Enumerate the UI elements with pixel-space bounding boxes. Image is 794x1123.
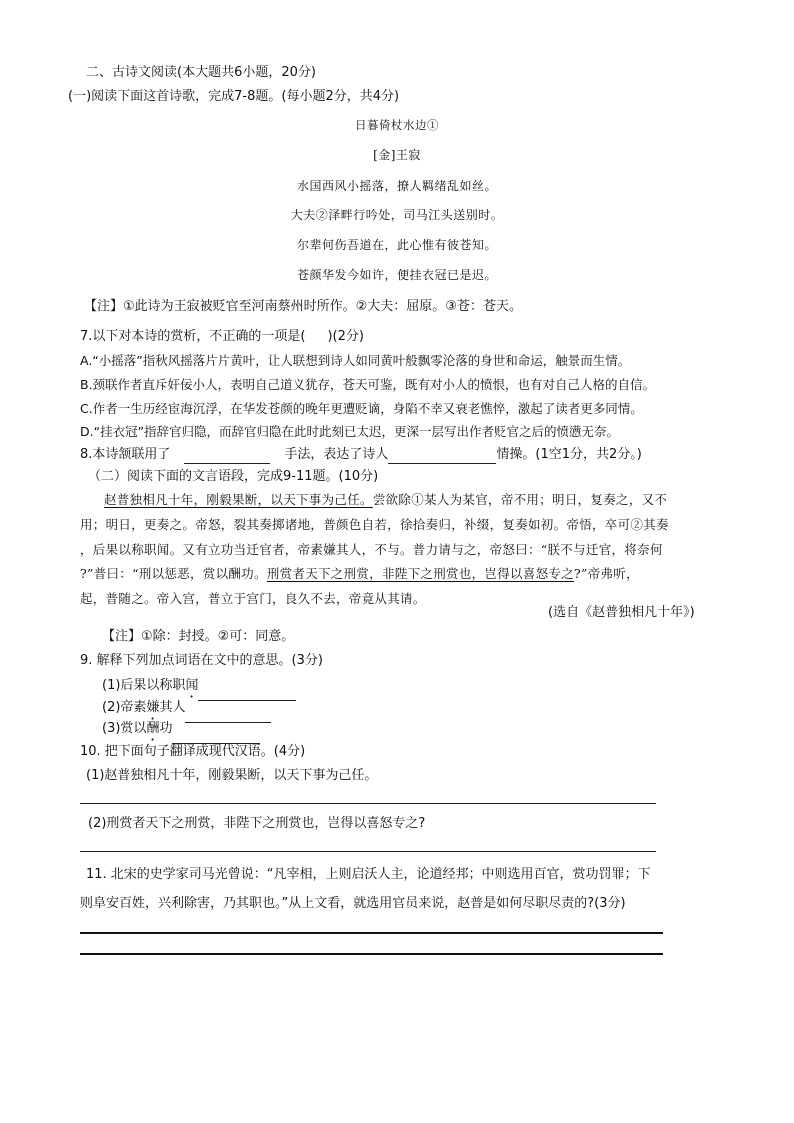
q8-text-3: 情操。(1空1分，共2分。) xyxy=(496,447,642,462)
q10-stem: 10. 把下面句子翻译成现代汉语。(4分) xyxy=(80,744,306,759)
q7-option-d: D.“挂衣冠”指辞官归隐，而辞官归隐在此时此刻已太迟，更深一层写出作者贬官之后的愤懑无奈。 xyxy=(80,424,620,439)
q9-item-2-post: 其人 xyxy=(159,700,186,715)
passage-line-4-before: ?”普曰：“刑以惩恶，赏以酬功。 xyxy=(80,566,267,581)
passage-line-1 xyxy=(104,491,667,509)
q11-line-2: 则阜安百姓，兴利除害，乃其职也。”从上文看，就选用官员来说，赵普是如何尽职尽责的?(3分) xyxy=(80,896,626,911)
section-heading: 二、古诗文阅读(本大题共6小题，20分) xyxy=(86,65,316,80)
q9-item-2-pre: 帝素 xyxy=(120,700,147,715)
poem-title: 日暮倚杖水边① xyxy=(355,118,439,132)
passage-line-4-after: ?”帝弗听， xyxy=(574,566,639,581)
q11-line-1: 11. 北宋的史学家司马光曾说：“凡宰相，上则启沃人主，论道经邦；中则选用百官，赏功罚罪；下 xyxy=(86,867,651,882)
passage-line-5: 起，普随之。帝入宫，普立于宫门，良久不去，帝竟从其请。 xyxy=(80,591,426,606)
q9-item-3-pre: 赏以 xyxy=(120,721,147,736)
q9-item-1-num: (1) xyxy=(102,678,121,693)
q11-answer-line-2[interactable] xyxy=(80,953,663,955)
q9-item-1 xyxy=(102,677,296,701)
poem-line-1: 水国西风小摇落，撩人羁绪乱如丝。 xyxy=(296,179,497,193)
q7-stem-before: 7.以下对本诗的赏析，不正确的一项是( xyxy=(80,329,306,344)
q11-answer-line-1[interactable] xyxy=(80,932,663,934)
part1-instruction: (一)阅读下面这首诗歌，完成7-8题。(每小题2分，共4分) xyxy=(68,89,400,104)
q9-item-2-num: (2) xyxy=(102,700,121,715)
q8-text-2: 手法，表达了诗人 xyxy=(284,447,389,462)
passage-note: 【注】①除：封授。②可：同意。 xyxy=(102,629,295,644)
passage-line-2: 用；明日，更奏之。帝怒，裂其奏掷诸地，普颜色自若，徐拾奏归，补缀，复奏如初。帝悟，卒可②其奏 xyxy=(80,517,669,532)
q8-blank-1[interactable] xyxy=(184,449,270,464)
q10-answer-line-1[interactable] xyxy=(80,803,656,804)
passage-source: (选自《赵普独相凡十年》) xyxy=(548,605,695,620)
q7-option-a: A.“小摇落”指秋风摇落片片黄叶，让人联想到诗人如同黄叶般飘零沦落的身世和命运，触景而生情。 xyxy=(80,353,631,368)
poem-line-3: 尔辈何伤吾道在，此心惟有彼苍知。 xyxy=(296,238,497,252)
q9-item-1-pre: 后果以称职 xyxy=(120,678,186,693)
q9-item-2-dotted-word: 嫌 xyxy=(146,700,160,715)
q9-stem: 9. 解释下列加点词语在文中的意思。(3分) xyxy=(80,653,323,668)
q7-stem xyxy=(80,328,364,346)
passage-line-4 xyxy=(80,565,639,583)
q8-blank-2[interactable] xyxy=(388,449,496,464)
poem-author: [金]王寂 xyxy=(373,148,421,162)
passage-line-3: ，后果以称职闻。又有立功当迁官者，帝素嫌其人，不与。普力请与之，帝怒曰：“朕不与迁官，将奈何 xyxy=(80,542,663,557)
q7-stem-after: )(2分) xyxy=(327,329,364,344)
q8-text-1: 8.本诗颔联用了 xyxy=(80,447,171,462)
part2-instruction: （二）阅读下面的文言语段，完成9-11题。(10分) xyxy=(88,469,379,484)
q7-option-b: B.颈联作者直斥奸佞小人，表明自己道义犹存，苍天可鉴，既有对小人的愤恨，也有对自己人格的自信。 xyxy=(80,377,656,392)
q9-item-3-dotted-word: 酬 xyxy=(146,721,160,736)
q10-sentence-2: (2)刑赏者天下之刑赏，非陛下之刑赏也，岂得以喜怒专之? xyxy=(88,816,426,831)
poem-note: 【注】①此诗为王寂被贬官至河南蔡州时所作。②大夫：屈原。③苍：苍天。 xyxy=(84,299,522,314)
q9-item-3-post: 功 xyxy=(159,721,173,736)
q9-blank-3[interactable] xyxy=(172,729,260,744)
passage-underlined-1: 赵普独相凡十年，刚毅果断，以天下事为己任。 xyxy=(104,492,373,507)
q9-item-3 xyxy=(102,720,260,744)
q9-item-3-num: (3) xyxy=(102,721,121,736)
q7-option-c: C.作者一生历经宦海沉浮，在华发苍颜的晚年更遭贬谪，身陷不幸又衰老憔悴，激起了读者更多同情。 xyxy=(80,401,643,416)
q8-line xyxy=(80,446,642,464)
passage-underlined-2: 刑赏者天下之刑赏，非陛下之刑赏也，岂得以喜怒专之 xyxy=(266,566,574,581)
q10-sentence-1: (1)赵普独相凡十年，刚毅果断，以天下事为己任。 xyxy=(86,768,378,783)
q9-item-1-dotted-word: 闻 xyxy=(185,678,199,693)
poem-line-4: 苍颜华发今如许，便挂衣冠已是迟。 xyxy=(296,268,497,282)
q10-answer-line-2[interactable] xyxy=(80,851,656,852)
passage-line-1-rest: 尝欲除①某人为某官，帝不用；明日，复奏之，又不 xyxy=(372,492,668,507)
poem-line-2: 大夫②泽畔行吟处，司马江头送别时。 xyxy=(290,208,504,222)
